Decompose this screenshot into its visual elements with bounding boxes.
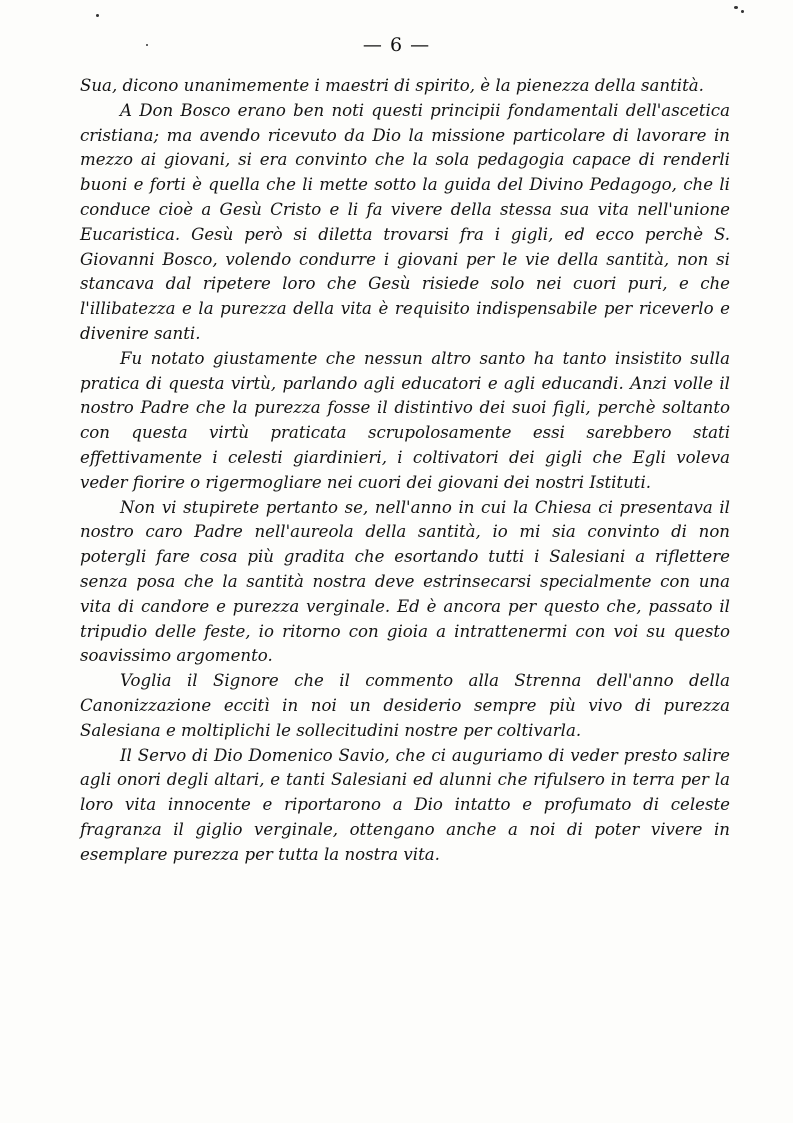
body-text	[80, 74, 730, 868]
paragraph: Il Servo di Dio Domenico Savio, che ci auguriamo di veder presto salire agli onori degli altari, e tanti Salesiani ed alunni che rifulsero in terra per la loro vita innocente e riportarono a Dio intatto e profumato di celeste fragranza il giglio verginale, ottengano anche a noi di poter vivere in esemplare purezza per tutta la nostra vita.	[80, 745, 730, 864]
paragraph-continuation: Sua, dicono unanimemente i maestri di spirito, è la pienezza della santità.	[80, 76, 704, 95]
paragraph: Fu notato giustamente che nessun altro santo ha tanto insistito sulla pratica di questa virtù, parlando agli educatori e agli educandi. Anzi volle il nostro Padre che la purezza fosse il distintivo dei suoi figli, perchè soltanto con questa virtù praticata scrupolosamente essi sarebbero stati effettivamente i celesti giardinieri, i coltivatori dei gigli che Egli voleva veder fiorire o rigermogliare nei cuori dei giovani dei nostri Istituti.	[80, 348, 730, 492]
page-number: — 6 —	[362, 34, 431, 56]
paragraph: Non vi stupirete pertanto se, nell'anno in cui la Chiesa ci presentava il nostro caro Padre nell'aureola della santità, io mi sia convinto di non potergli fare cosa più gradita che esortando tutti i Salesiani a riflettere senza posa che la santità nostra deve estrinsecarsi specialmente con una vita di candore e purezza verginale. Ed è ancora per questo che, passato il tripudio delle feste, io ritorno con gioia a intrattenermi con voi su questo soavissimo argomento.	[80, 497, 730, 666]
print-speck	[146, 44, 148, 46]
paragraph: A Don Bosco erano ben noti questi principii fondamentali dell'ascetica cristiana; ma avendo ricevuto da Dio la missione particolare di lavorare in mezzo ai giovani, si era convinto che la sola pedagogia capace di renderli buoni e forti è quella che li mette sotto la guida del Divino Pedagogo, che li conduce cioè a Gesù Cristo e li fa vivere della stessa sua vita nell'unione Eucaristica. Gesù però si diletta trovarsi fra i gigli, ed ecco perchè S. Giovanni Bosco, volendo condurre i giovani per le vie della santità, non si stancava dal ripetere loro che Gesù risiede solo nei cuori puri, e che l'illibatezza e la purezza della vita è requisito indispensabile per riceverlo e divenire santi.	[80, 100, 730, 343]
print-speck	[734, 6, 738, 9]
print-speck	[96, 14, 99, 17]
paragraph: Voglia il Signore che il commento alla Strenna dell'anno della Canonizzazione eccitì in noi un desiderio sempre più vivo di purezza Salesiana e moltiplichi le sollecitudini nostre per coltivarla.	[80, 671, 730, 740]
print-speck	[741, 10, 744, 13]
